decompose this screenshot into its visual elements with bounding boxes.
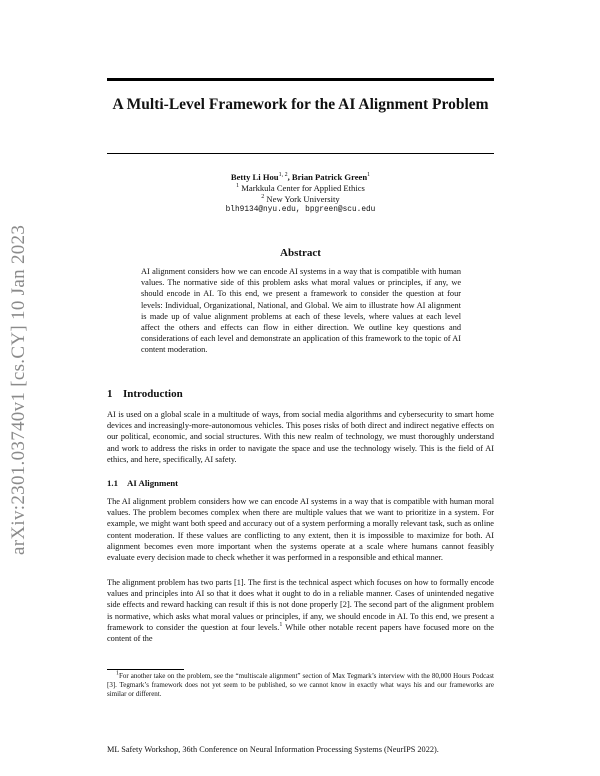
arxiv-stamp: arXiv:2301.03740v1 [cs.CY] 10 Jan 2023 [8, 224, 29, 555]
section-heading-introduction [107, 388, 183, 400]
alignment-paragraph-2 [107, 577, 494, 644]
venue-line: ML Safety Workshop, 36th Conference on Neural Information Processing Systems (NeurIPS 2022). [107, 745, 439, 754]
affiliation-2 [107, 194, 494, 205]
intro-paragraph: AI is used on a global scale in a multitude of ways, from social media algorithms and cybersecurity to smart home devices and increasingly-more-autonomous vehicles. This poses risks of both direct and indirect negative effects on our political, economic, and social structures. With this new realm of technology, we must thoroughly understand and work to address the risks in order to navigate the space and use the technology wisely. This is the field of AI ethics, and here, specifically, AI safety. [107, 410, 494, 464]
footnote-ref[interactable]: 1 [279, 622, 283, 629]
subsection-heading-ai-alignment [107, 478, 178, 488]
affiliation-1 [107, 183, 494, 194]
paper-title: A Multi-Level Framework for the AI Alignment Problem [112, 96, 489, 113]
title-rule-top [107, 78, 494, 81]
author-2-marks: 1 [367, 172, 371, 179]
subsection-title: AI Alignment [127, 478, 179, 488]
affiliation-2-mark: 2 [261, 194, 265, 201]
author-names [107, 172, 494, 183]
affiliation-1-mark: 1 [236, 183, 240, 190]
section-number: 1 [107, 388, 113, 400]
footnote-text: For another take on the problem, see the “multiscale alignment” section of Max Tegmark’s interview with the 80,000 Hours Podcast [3]. Tegmark’s framework does not yet seem to be published, so we cannot know in exactly what ways his and our frameworks are similar or different. [107, 672, 494, 699]
author-2: Brian Patrick Green [291, 172, 368, 182]
alignment-paragraph-2-tail: While other notable recent papers have focused more on the content of the [107, 622, 494, 644]
section-title: Introduction [123, 388, 183, 400]
affiliation-1-text: Markkula Center for Applied Ethics [239, 183, 365, 193]
author-emails: blh9134@nyu.edu, bpgreen@scu.edu [225, 206, 376, 214]
author-separator: , [287, 172, 292, 182]
footnote-mark: 1 [116, 670, 119, 677]
author-1: Betty Li Hou [230, 172, 279, 182]
author-block [107, 172, 494, 216]
abstract-heading: Abstract [280, 247, 321, 259]
title-rule-bottom [107, 153, 494, 154]
author-1-marks: 1, 2 [278, 172, 288, 179]
alignment-paragraph-1: The AI alignment problem considers how we can encode AI systems in a way that is compatible with human moral values. The problem becomes complex when there are multiple values that we want to prioritize in a system. For example, we might want both speed and accuracy out of a system performing a morally relevant task, such as online content moderation. If these values are conflicting to any extent, then it is impossible to maximize for both. AI alignment becomes even more important when the systems operate at a scale where humans cannot feasibly evaluate every decision made to check whether it was performed in a responsible and ethical manner. [107, 497, 494, 563]
affiliation-2-text: New York University [264, 194, 340, 204]
abstract-text: AI alignment considers how we can encode AI systems in a way that is compatible with human values. The normative side of this problem asks what moral values or principles, if any, we should encode in AI. To this end, we present a framework to consider the question at four levels: Individual, Organizational, National, and Global. We aim to illustrate how AI alignment is made up of value alignment problems at each of these levels, where values at each level affect the others and effects can flow in either direction. We outline key questions and considerations of each level and demonstrate an application of this framework to the topic of AI content moderation. [141, 267, 461, 355]
subsection-number: 1.1 [107, 478, 118, 488]
footnote [107, 672, 494, 700]
alignment-paragraph-2-text: The alignment problem has two parts [1]. The first is the technical aspect which focuses on how to formally encode values and principles into AI so that it does what it ought to do in a reliable manner. Cases of unintended negative side effects and reward hacking can result if this is not done properly [2]. The second part of the alignment problem is normative, which asks what moral values or principles, if any, we should encode in AI. To this end, we present a framework to consider the question at four levels. [107, 578, 494, 632]
